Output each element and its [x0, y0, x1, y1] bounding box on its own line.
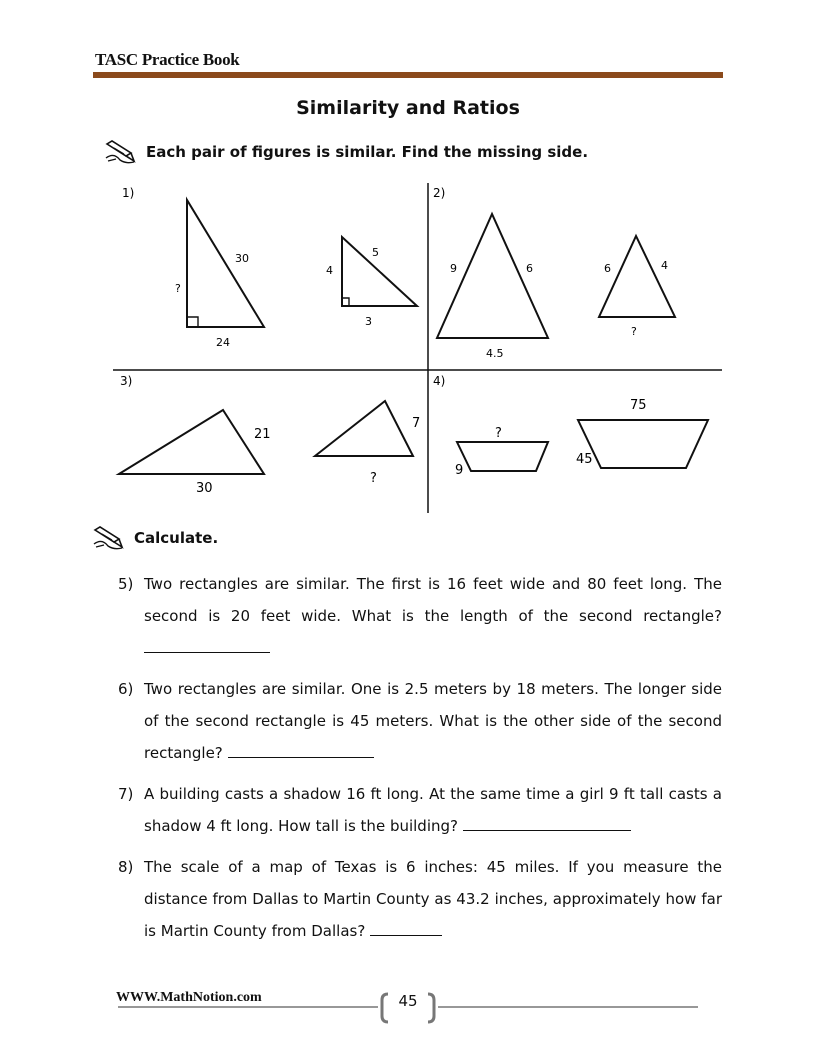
p1-triangle-a [187, 200, 264, 327]
problem-7-number: 7) [118, 785, 134, 803]
pencil-icon [92, 526, 126, 550]
problem-7-text: A building casts a shadow 16 ft long. At the same time a girl 9 ft tall casts a shadow 4 ft long. How tall is the building? [144, 785, 722, 835]
p4-a-top: ? [495, 426, 502, 441]
p1-right-angle-b [342, 298, 349, 306]
p1-b-leg-h: 3 [365, 315, 372, 328]
section1-instruction-text: Each pair of figures is similar. Find the missing side. [146, 143, 589, 161]
page-number: 45 [398, 992, 418, 1010]
header-title: TASC Practice Book [95, 50, 240, 69]
p2-b-left: 6 [604, 262, 611, 275]
problem-8-text: The scale of a map of Texas is 6 inches: 45 miles. If you measure the distance from Dallas to Martin County as 43.2 inches, approximately how far is Martin County from Dallas? [144, 858, 722, 940]
problem-8 [118, 851, 722, 947]
p2-triangle-b [599, 236, 675, 317]
footer-website: WWW.MathNotion.com [116, 990, 262, 1005]
p4-a-side: 9 [455, 463, 464, 478]
section2-instruction-text: Calculate. [134, 529, 219, 547]
problem-8-answer-blank[interactable] [370, 917, 442, 936]
p2-a-left: 9 [450, 262, 457, 275]
p2-a-base: 4.5 [486, 347, 504, 360]
p3-a-side: 21 [254, 427, 271, 442]
problem-6-answer-blank[interactable] [228, 739, 374, 758]
section2-instruction [92, 526, 218, 550]
p3-b-base: ? [370, 471, 377, 486]
p1-a-leg-v: ? [175, 282, 181, 295]
problem-5 [118, 568, 722, 664]
p1-b-hyp: 5 [372, 246, 379, 259]
p2-triangle-a [437, 214, 548, 338]
p3-triangle-a [119, 410, 264, 474]
calculate-problems [118, 568, 722, 956]
p1-a-leg-h: 24 [216, 336, 230, 349]
p4-trapezoid-b [578, 420, 708, 468]
p3-b-side: 7 [412, 416, 421, 431]
problem-5-text: Two rectangles are similar. The first is 16 feet wide and 80 feet long. The second is 20 feet wide. What is the length of the second rectangle? [144, 575, 722, 625]
problem-5-number: 5) [118, 575, 134, 593]
p1-triangle-b [342, 237, 417, 306]
page-title: Similarity and Ratios [296, 97, 520, 119]
problem-8-number: 8) [118, 858, 134, 876]
p1-a-hyp: 30 [235, 252, 249, 265]
problem-1-number: 1) [122, 186, 135, 200]
problem-3-number: 3) [120, 374, 133, 388]
p4-b-top: 75 [630, 398, 647, 413]
problem-6-number: 6) [118, 680, 134, 698]
p1-right-angle-a [187, 317, 198, 327]
p3-triangle-b [315, 401, 413, 456]
problem-5-answer-blank[interactable] [144, 634, 270, 653]
p2-b-right: 4 [661, 259, 668, 272]
p4-trapezoid-a [457, 442, 548, 471]
p4-b-side: 45 [576, 452, 593, 467]
problem-2-number: 2) [433, 186, 446, 200]
problem-7 [118, 778, 722, 842]
problem-4-number: 4) [433, 374, 446, 388]
p1-b-leg-v: 4 [326, 264, 333, 277]
problem-6 [118, 673, 722, 769]
problem-6-text: Two rectangles are similar. One is 2.5 meters by 18 meters. The longer side of the second rectangle is 45 meters. What is the other side of the second rectangle? [144, 680, 722, 762]
p2-a-right: 6 [526, 262, 533, 275]
problem-7-answer-blank[interactable] [463, 812, 631, 831]
p2-b-base: ? [631, 325, 637, 338]
p3-a-base: 30 [196, 481, 213, 496]
